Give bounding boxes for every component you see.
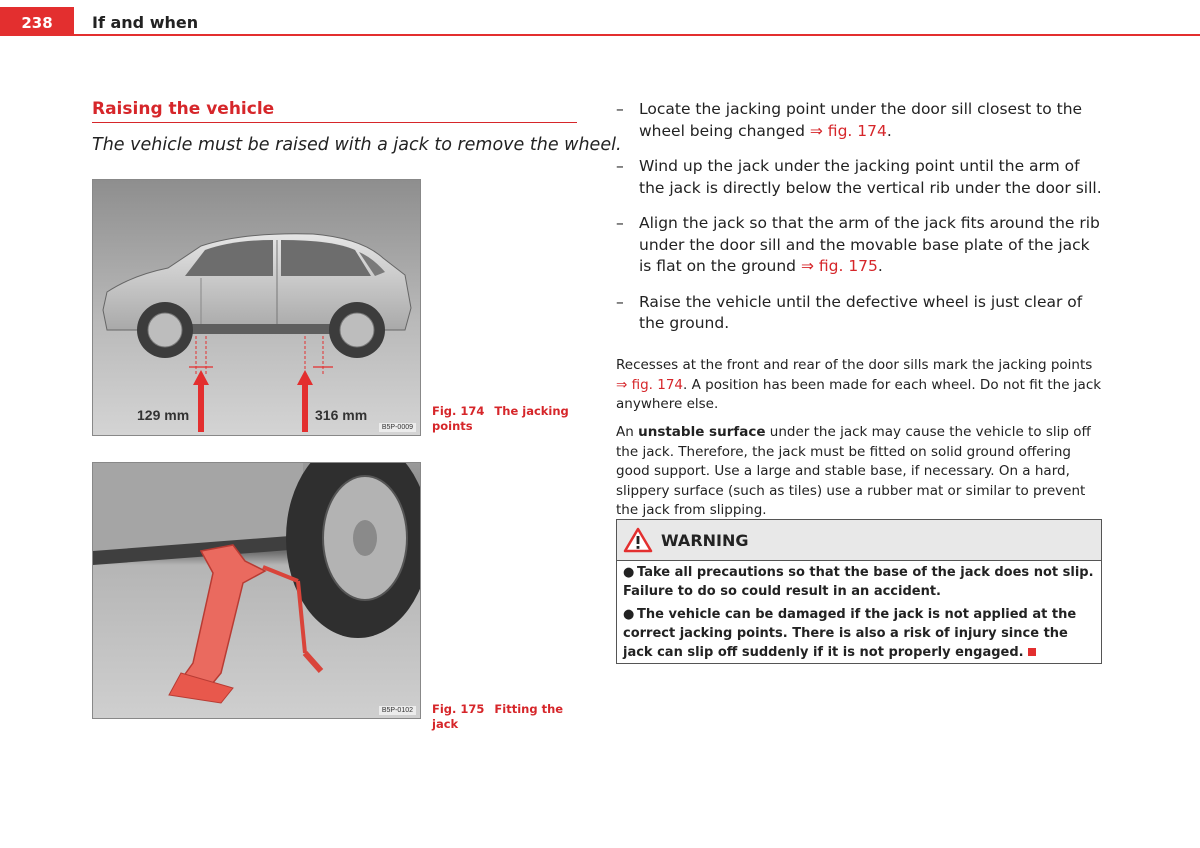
section-title: Raising the vehicle xyxy=(92,99,275,119)
section-rule xyxy=(92,122,577,123)
paragraph-lead: Recesses at the front and rear of the door sills mark the jacking points xyxy=(616,357,1093,373)
paragraph-lead: An xyxy=(616,424,639,440)
bullet-icon: ● xyxy=(623,607,635,622)
figure-number: Fig. 175 xyxy=(432,702,485,716)
dash: – xyxy=(616,214,624,232)
list-item xyxy=(616,156,1106,199)
measure-rear: 316 mm xyxy=(315,407,368,423)
paragraph-unstable-surface xyxy=(616,423,1102,521)
figure-reference-link[interactable]: ⇒ fig. 174 xyxy=(616,376,684,393)
list-item xyxy=(616,99,1106,142)
step-tail: . xyxy=(886,121,892,140)
paragraph-jacking-points xyxy=(616,356,1102,415)
figure-reference-link[interactable]: ⇒ fig. 174 xyxy=(809,121,887,140)
section-subtitle: The vehicle must be raised with a jack to remove the wheel. xyxy=(92,135,622,155)
warning-box xyxy=(616,519,1102,664)
car-side-illustration xyxy=(93,180,420,435)
dash: – xyxy=(616,157,624,175)
step-text: Locate the jacking point under the door sill closest to the wheel being changed xyxy=(639,100,1083,140)
paragraph-emphasis: unstable surface xyxy=(638,424,766,440)
step-text: Wind up the jack under the jacking point until the arm of the jack is directly below the vertical rib under the door sill. xyxy=(639,157,1102,197)
step-text: Align the jack so that the arm of the jack fits around the rib under the door sill and the movable base plate of the jack is flat on the ground xyxy=(639,214,1100,275)
warning-text: Take all precautions so that the base of the jack does not slip. Failure to do so could result in an accident. xyxy=(623,565,1094,599)
measure-front: 129 mm xyxy=(137,407,190,423)
end-of-section-icon xyxy=(1028,648,1036,656)
figure-reference-link[interactable]: ⇒ fig. 175 xyxy=(800,257,878,275)
warning-item xyxy=(617,561,1101,601)
figure-jacking-points xyxy=(92,179,421,436)
figure-caption xyxy=(432,404,572,434)
bullet-icon: ● xyxy=(623,565,635,580)
header-rule xyxy=(74,34,1200,36)
list-item xyxy=(616,213,1106,278)
figure-caption xyxy=(432,702,592,732)
warning-item xyxy=(617,605,1101,662)
figure-code: B5P-0009 xyxy=(379,423,416,432)
dash: – xyxy=(616,292,624,311)
dash: – xyxy=(616,100,624,118)
warning-header xyxy=(617,520,1101,561)
instruction-steps xyxy=(616,99,1106,349)
paragraph-tail: under the jack may cause the vehicle to slip off the jack. Therefore, the jack must be fitted on solid ground offering good support. Use a large and stable base, if necessary. On a hard, slippery surface (such as tiles) use a rubber mat or similar to prevent the jack from slipping. xyxy=(616,424,1091,518)
page-number: 238 xyxy=(0,7,74,36)
step-tail: . xyxy=(877,257,883,275)
warning-title: WARNING xyxy=(661,530,749,550)
figure-caption-text: The jacking points xyxy=(432,404,569,433)
warning-triangle-icon xyxy=(623,527,653,553)
figure-caption-text: Fitting the jack xyxy=(432,702,564,731)
chapter-title: If and when xyxy=(92,13,199,32)
figure-number: Fig. 174 xyxy=(432,404,485,418)
figure-code: B5P-0102 xyxy=(379,706,416,715)
figure-fitting-jack xyxy=(92,462,421,719)
warning-text: The vehicle can be damaged if the jack is not applied at the correct jacking points. There is also a risk of injury since the jack can slip off suddenly if it is not properly engaged. xyxy=(623,607,1077,660)
paragraph-tail: . A position has been made for each wheel. Do not fit the jack anywhere else. xyxy=(616,376,1102,412)
list-item xyxy=(616,292,1106,335)
step-text: Raise the vehicle until the defective wheel is just clear of the ground. xyxy=(639,292,1083,332)
jack-illustration xyxy=(93,463,420,718)
